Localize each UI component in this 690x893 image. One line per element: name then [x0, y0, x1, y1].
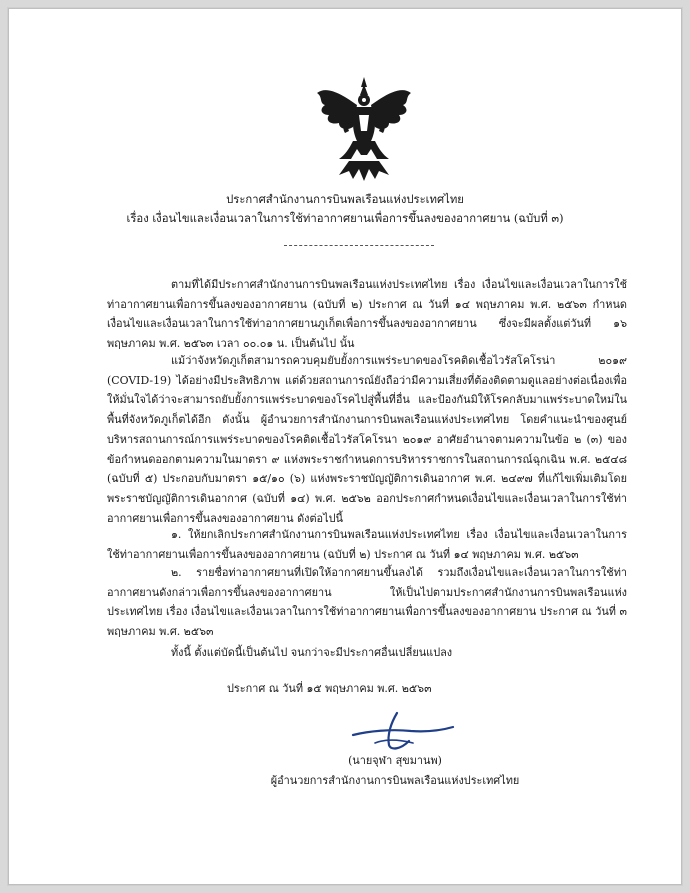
clause-1: ๑. ให้ยกเลิกประกาศสำนักงานการบินพลเรือนแห่งประเทศไทย เรื่อง เงื่อนไขและเงื่อนเวลาในการใช้ท่าอากาศยานเพื่อการขึ้นลงของอากาศยาน (ฉบับที่ ๒) ประกาศ ณ วันที่ ๑๔ พฤษภาคม พ.ศ. ๒๕๖๓ — [107, 528, 627, 561]
effective-statement: ทั้งนี้ ตั้งแต่บัดนี้เป็นต้นไป จนกว่าจะมีประกาศอื่นเปลี่ยนแปลง — [171, 646, 453, 659]
header-divider — [284, 245, 434, 246]
announcement-subject: เรื่อง เงื่อนไขและเงื่อนเวลาในการใช้ท่าอากาศยานเพื่อการขึ้นลงของอากาศยาน (ฉบับที่ ๓) — [126, 212, 564, 225]
paragraph-rationale: แม้ว่าจังหวัดภูเก็ตสามารถควบคุมยับยั้งการแพร่ระบาดของโรคติดเชื้อไวรัสโคโรน่า ๒๐๑๙ (COVID-19) ได้อย่างมีประสิทธิภาพ แต่ด้วยสถานการณ์ยังถือว่ามีความเสี่ยงที่ต้องติดตามดูแลอย่างต่อเนื่องเพื่อให้มั่นใจได้ว่าจะสามารถยับยั้งการแพร่ระบาดของโรคไปสู่พื้นที่อื่น และป้องกันมิให้โรคกลับมาแพร่ระบาดใหม่ในพื้นที่จังหวัดภูเก็ตได้อีก ดังนั้น ผู้อำนวยการสำนักงานการบินพลเรือนแห่งประเทศไทย โดยคำแนะนำของศูนย์บริหารสถานการณ์การแพร่ระบาดของโรคติดเชื้อไวรัสโคโรนา ๒๐๑๙ อาศัยอำนาจตามความในข้อ ๒ (๓) ของข้อกำหนดออกตามความในมาตรา ๙ แห่งพระราชกำหนดการบริหารราชการในสถานการณ์ฉุกเฉิน พ.ศ. ๒๕๔๘ (ฉบับที่ ๕) ประกอบกับมาตรา ๑๕/๑๐ (๖) แห่งพระราชบัญญัติการเดินอากาศ พ.ศ. ๒๔๙๗ ที่แก้ไขเพิ่มเติมโดยพระราชบัญญัติการเดินอากาศ (ฉบับที่ ๑๔) พ.ศ. ๒๕๖๒ ออกประกาศกำหนดเงื่อนไขและเงื่อนเวลาในการใช้ท่าอากาศยานเพื่อการขึ้นลงของอากาศยาน ดังต่อไปนี้ — [107, 354, 627, 525]
document-page — [8, 8, 682, 885]
announcement-date: ประกาศ ณ วันที่ ๑๕ พฤษภาคม พ.ศ. ๒๕๖๓ — [227, 682, 432, 695]
signer-title: ผู้อำนวยการสำนักงานการบินพลเรือนแห่งประเทศไทย — [270, 774, 520, 787]
signature-mark — [339, 709, 459, 753]
signer-name: (นายจุฬา สุขมานพ) — [348, 754, 442, 767]
paragraph-background: ตามที่ได้มีประกาศสำนักงานการบินพลเรือนแห่งประเทศไทย เรื่อง เงื่อนไขและเงื่อนเวลาในการใช้ท่าอากาศยานเพื่อการขึ้นลงของอากาศยาน (ฉบับที่ ๒) ประกาศ ณ วันที่ ๑๔ พฤษภาคม พ.ศ. ๒๕๖๓ กำหนดเงื่อนไขและเงื่อนเวลาในการใช้ท่าอากาศยานภูเก็ตเพื่อการขึ้นลงของอากาศยาน ซึ่งจะมีผลตั้งแต่วันที่ ๑๖ พฤษภาคม พ.ศ. ๒๕๖๓ เวลา ๐๐.๐๑ น. เป็นต้นไป นั้น — [107, 278, 627, 351]
clause-2: ๒. รายชื่อท่าอากาศยานที่เปิดให้อากาศยานขึ้นลงได้ รวมถึงเงื่อนไขและเงื่อนเวลาในการใช้ท่าอากาศยานดังกล่าวเพื่อการขึ้นลงของอากาศยาน ให้เป็นไปตามประกาศสำนักงานการบินพลเรือนแห่งประเทศไทย เรื่อง เงื่อนไขและเงื่อนเวลาในการใช้ท่าอากาศยานเพื่อการขึ้นลงของอากาศยาน ประกาศ ณ วันที่ ๓ พฤษภาคม พ.ศ. ๒๕๖๓ — [107, 566, 627, 639]
garuda-emblem-icon — [309, 75, 419, 183]
announcement-issuer: ประกาศสำนักงานการบินพลเรือนแห่งประเทศไทย — [226, 193, 464, 206]
